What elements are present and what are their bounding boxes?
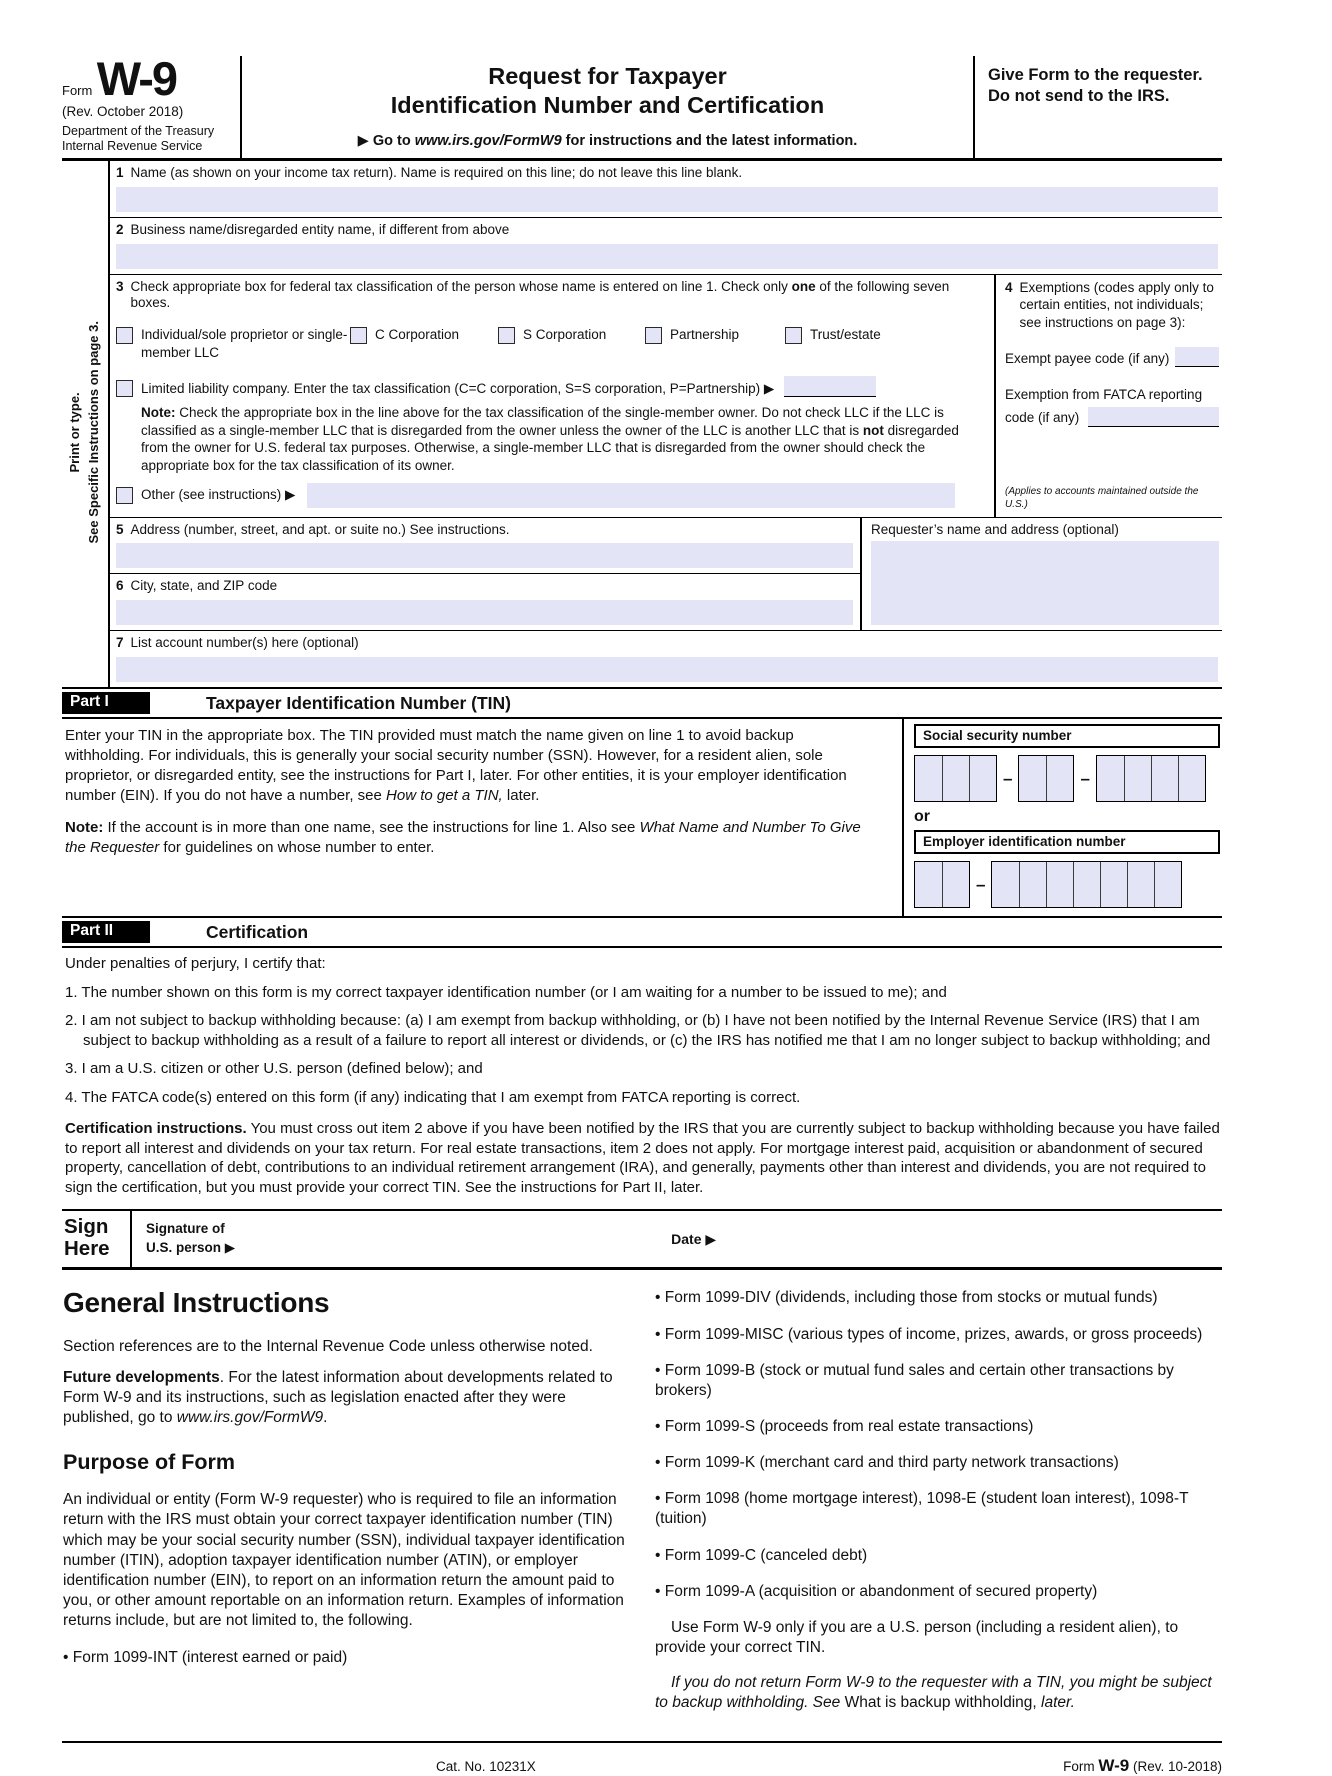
llc-classification-input[interactable] xyxy=(784,376,876,397)
ein-digit-cell[interactable] xyxy=(942,862,969,907)
date-label: Date ▶ xyxy=(671,1230,717,1247)
requester-name-address-input[interactable] xyxy=(871,541,1219,626)
ein-label-box: Employer identification number xyxy=(914,830,1220,854)
certification-intro: Under penalties of perjury, I certify that: xyxy=(65,955,326,973)
irs-url-text: www.irs.gov/FormW9 xyxy=(176,1409,324,1427)
ein-digit-row xyxy=(914,861,1220,908)
line5-label: Address (number, street, and apt. or suite no.) See instructions. xyxy=(130,521,510,537)
certification-item: 4. The FATCA code(s) entered on this form (if any) indicating that I am exempt from FATCA reporting is correct. xyxy=(65,1088,801,1106)
ssn-dash: – xyxy=(1080,768,1090,788)
purpose-of-form-heading: Purpose of Form xyxy=(63,1450,236,1475)
form-title-line2: Identification Number and Certification xyxy=(390,91,825,118)
ein-dash: – xyxy=(976,874,986,894)
certification-item: 3. I am a U.S. citizen or other U.S. person (defined below); and xyxy=(65,1060,483,1078)
general-instructions-section xyxy=(62,1270,1222,1713)
ein-digit-cell[interactable] xyxy=(1127,862,1154,907)
form-word: Form xyxy=(62,83,93,98)
line6-label: City, state, and ZIP code xyxy=(130,578,278,594)
line4-number: 4 xyxy=(1005,279,1013,295)
ssn-label-box: Social security number xyxy=(914,724,1220,748)
certification-item: 1. The number shown on this form is my correct taxpayer identification number (or I am waiting for a number to be issued to me); and xyxy=(65,983,947,1001)
form-number: W-9 xyxy=(96,52,177,105)
w9-form-page xyxy=(62,52,1222,1776)
form-identity-block xyxy=(62,52,240,158)
ssn-digit-cell[interactable] xyxy=(942,756,969,801)
fatca-code-input[interactable] xyxy=(1088,407,1219,427)
certification-instructions: Certification instructions. You must cross out item 2 above if you have been notified by the IRS that you are currently subject to backup withholding because you have failed to report all interest and dividends on your tax return. For real estate transactions, item 2 does not apply. For mortgage interest paid, acquisition or abandonment of secured property, cancellation of debt, contributions to an individual retirement arrangement (IRA), and generally, payments other than interest and dividends, you are not required to sign the certification, but you must provide your correct TIN. See the instructions for Part II, later. xyxy=(65,1120,1220,1196)
form-list-item: • Form 1099-MISC (various types of income, prizes, awards, or gross proceeds) xyxy=(655,1325,1203,1343)
checkbox-partnership[interactable] xyxy=(645,327,662,344)
page-footer xyxy=(62,1741,1222,1776)
certification-item: 2. I am not subject to backup withholding because: (a) I am exempt from backup withholding, or (b) I have not been notified by the Internal Revenue Service (IRS) that I am subject to backup withholding as a result of a failure to report all interest or dividends, or (c) the IRS has notified me that I am no longer subject to backup withholding; and xyxy=(65,1012,1211,1049)
ssn-digit-row xyxy=(914,755,1220,802)
us-person-label: U.S. person ▶ xyxy=(146,1240,236,1256)
form-list-item: • Form 1099-A (acquisition or abandonment of secured property) xyxy=(655,1582,1098,1600)
future-developments-paragraph: Future developments. For the latest information about developments related to Form W-9 and its instructions, such as legislation enacted after they were published, go to www.irs.gov/FormW9. xyxy=(63,1368,613,1427)
form-list-item: • Form 1099-C (canceled debt) xyxy=(655,1546,868,1564)
checkbox-llc[interactable] xyxy=(116,380,133,397)
line3-label: Check appropriate box for federal tax classification of the person whose name is entered on line 1. Check only one of the following seven boxes. xyxy=(130,278,950,311)
catalog-number: Cat. No. 10231X xyxy=(436,1759,536,1775)
purpose-paragraph: An individual or entity (Form W-9 requester) who is required to file an information return with the IRS must obtain your correct taxpayer identification number (TIN) which may be your social security number (SSN), individual taxpayer identification number (ITIN), adoption taxpayer identification number (ATIN), or employer identification number (EIN), to report on an information return the amount paid to you, or other amount reportable on an information return. Examples of information returns include, but are not limited to, the following. xyxy=(63,1491,625,1630)
llc-note: Note: Check the appropriate box in the line above for the tax classification of the single-member owner. Do not check LLC if the LLC is classified as a single-member LLC that is disregarded from the owner unless the owner of the LLC is another LLC that is not disregarded from the owner for U.S. federal tax purposes. Otherwise, a single-member LLC that is disregarded from the owner should check the appropriate box for the tax classification of its owner. xyxy=(141,405,959,474)
certification-section xyxy=(62,948,1222,1209)
other-classification-input[interactable] xyxy=(307,483,955,508)
line2-row xyxy=(110,218,1222,275)
ssn-digit-cell[interactable] xyxy=(915,756,942,801)
line7-label: List account number(s) here (optional) xyxy=(130,635,359,651)
print-or-type-sidebar xyxy=(62,161,108,687)
ssn-digit-cell[interactable] xyxy=(1124,756,1151,801)
exempt-payee-code-input[interactable] xyxy=(1175,347,1219,367)
fatca-label-line1: Exemption from FATCA reporting xyxy=(1005,387,1203,403)
form-fields-section xyxy=(62,161,1222,689)
checkbox-individual[interactable] xyxy=(116,327,133,344)
instructions-left-column xyxy=(63,1283,630,1713)
ssn-digit-cell[interactable] xyxy=(1097,756,1124,801)
ein-digit-cell[interactable] xyxy=(1046,862,1073,907)
agency-label: Internal Revenue Service xyxy=(62,139,203,154)
ssn-digit-cell[interactable] xyxy=(1151,756,1178,801)
general-instructions-heading: General Instructions xyxy=(63,1287,330,1319)
line2-label: Business name/disregarded entity name, if different from above xyxy=(130,221,510,237)
requester-label: Requester’s name and address (optional) xyxy=(871,521,1119,537)
part1-badge: Part I xyxy=(62,692,150,714)
part2-badge: Part II xyxy=(62,921,150,943)
form-list-item: • Form 1099-DIV (dividends, including those from stocks or mutual funds) xyxy=(655,1289,1158,1307)
address-input[interactable] xyxy=(116,543,853,568)
footer-form-id: Form W-9 (Rev. 10-2018) xyxy=(1063,1756,1222,1776)
arrow-right-icon: ▶ xyxy=(357,132,369,149)
checkbox-llc-label: Limited liability company. Enter the tax classification (C=C corporation, S=S corporation, P=Partnership) ▶ xyxy=(141,381,775,397)
fatca-label-line2: code (if any) xyxy=(1005,410,1080,426)
here-word: Here xyxy=(64,1237,110,1261)
tax-classification-options xyxy=(116,326,986,361)
checkbox-s-corporation-label: S Corporation xyxy=(523,327,607,343)
form-revision: (Rev. October 2018) xyxy=(62,104,184,120)
checkbox-partnership-label: Partnership xyxy=(670,327,740,343)
ein-digit-cell[interactable] xyxy=(1154,862,1181,907)
city-state-zip-input[interactable] xyxy=(116,600,853,625)
line4-box xyxy=(996,275,1222,517)
line5-number: 5 xyxy=(116,521,124,537)
instructions-right-column xyxy=(655,1283,1222,1713)
specific-instructions-label: See Specific Instructions on page 3. xyxy=(86,320,101,544)
form-list-item: • Form 1098 (home mortgage interest), 1098-E (student loan interest), 1098-T (tuition) xyxy=(655,1490,1189,1528)
address-column xyxy=(110,518,862,631)
fatca-applies-note: (Applies to accounts maintained outside the U.S.) xyxy=(1005,485,1199,510)
line6-row xyxy=(110,574,860,630)
line1-row xyxy=(110,161,1222,218)
fields-column xyxy=(108,161,1222,687)
form-title-block xyxy=(240,56,975,158)
name-input[interactable] xyxy=(116,187,1218,212)
backup-withholding-paragraph: If you do not return Form W-9 to the requester with a TIN, you might be subject to backup withholding. See What is backup withholding, later. xyxy=(655,1674,1212,1712)
form-list-item: • Form 1099-K (merchant card and third party network transactions) xyxy=(655,1454,1119,1472)
part2-title: Certification xyxy=(206,921,309,942)
ein-digit-cell[interactable] xyxy=(1019,862,1046,907)
business-name-input[interactable] xyxy=(116,244,1218,269)
tin-section xyxy=(62,719,1222,918)
line7-number: 7 xyxy=(116,635,124,651)
ssn-dash: – xyxy=(1003,768,1013,788)
ein-digit-cell[interactable] xyxy=(992,862,1019,907)
address-and-requester-row xyxy=(110,518,1222,632)
checkbox-s-corporation[interactable] xyxy=(498,327,515,344)
section-references-paragraph: Section references are to the Internal Revenue Code unless otherwise noted. xyxy=(63,1337,593,1355)
ssn-digit-cell[interactable] xyxy=(1178,756,1205,801)
line3-box xyxy=(110,275,996,517)
line2-number: 2 xyxy=(116,221,124,237)
line5-row xyxy=(110,518,860,575)
line1-number: 1 xyxy=(116,164,124,180)
sign-word: Sign xyxy=(64,1215,109,1239)
checkbox-other-label: Other (see instructions) ▶ xyxy=(141,487,296,503)
part2-header xyxy=(62,918,1222,948)
ssn-digit-cell[interactable] xyxy=(1019,756,1046,801)
form-list-item: • Form 1099-S (proceeds from real estate transactions) xyxy=(655,1418,1034,1436)
goto-instruction: ▶ Go to www.irs.gov/FormW9 for instructions and the latest information. xyxy=(357,132,858,149)
line7-row xyxy=(110,631,1222,687)
signature-cell xyxy=(130,1211,1222,1267)
give-form-note: Give Form to the requester. Do not send to the IRS. xyxy=(988,66,1203,105)
requester-box xyxy=(862,518,1222,631)
sign-here-row xyxy=(62,1209,1222,1270)
line4-label: Exemptions (codes apply only to certain entities, not individuals; see instructions on page 3): xyxy=(1019,279,1214,330)
classification-and-exemptions-row xyxy=(110,275,1222,518)
ein-digit-cell[interactable] xyxy=(1073,862,1100,907)
line6-number: 6 xyxy=(116,578,124,594)
ein-digit-cell[interactable] xyxy=(1100,862,1127,907)
ein-digit-cell[interactable] xyxy=(915,862,942,907)
ssn-digit-cell[interactable] xyxy=(969,756,996,801)
line3-number: 3 xyxy=(116,278,124,294)
checkbox-trust-estate-label: Trust/estate xyxy=(810,327,881,343)
line1-label: Name (as shown on your income tax return). Name is required on this line; do not leave this line blank. xyxy=(130,164,743,180)
checkbox-other[interactable] xyxy=(116,487,133,504)
department-label: Department of the Treasury xyxy=(62,124,215,139)
form-header xyxy=(62,52,1222,161)
ssn-digit-cell[interactable] xyxy=(1046,756,1073,801)
account-numbers-input[interactable] xyxy=(116,657,1218,682)
part1-title: Taxpayer Identification Number (TIN) xyxy=(206,692,511,713)
print-or-type-label: Print or type. xyxy=(67,391,83,473)
irs-url-text: www.irs.gov/FormW9 xyxy=(414,132,562,149)
tin-instructions: Enter your TIN in the appropriate box. The TIN provided must match the name given on line 1 to avoid backup withholding. For individuals, this is generally your social security number (SSN). However, for a resident alien, sole proprietor, or disregarded entity, see the instructions for Part I, later. For other entities, it is your employer identification number (EIN). If you do not have a number, see How to get a TIN, later. Note: If the account is in more than one name, see the instructions for line 1. Also see What Name and Number To Give the Requester for guidelines on whose number to enter. xyxy=(62,719,904,916)
exempt-payee-label: Exempt payee code (if any) xyxy=(1005,350,1170,366)
checkbox-c-corporation-label: C Corporation xyxy=(375,327,460,343)
checkbox-individual-label: Individual/sole proprietor or single-member LLC xyxy=(141,327,348,360)
checkbox-trust-estate[interactable] xyxy=(785,327,802,344)
checkbox-c-corporation[interactable] xyxy=(350,327,367,344)
form-title-line1: Request for Taxpayer xyxy=(488,63,727,89)
signature-of-label: Signature of xyxy=(146,1221,225,1237)
part1-header xyxy=(62,689,1222,719)
or-label: or xyxy=(914,808,930,826)
tin-entry-column xyxy=(904,719,1222,916)
form-list-item: • Form 1099-INT (interest earned or paid) xyxy=(63,1649,348,1667)
use-form-paragraph: Use Form W-9 only if you are a U.S. person (including a resident alien), to provide your correct TIN. xyxy=(655,1618,1179,1656)
form-list-item: • Form 1099-B (stock or mutual fund sales and certain other transactions by brokers) xyxy=(655,1361,1174,1399)
